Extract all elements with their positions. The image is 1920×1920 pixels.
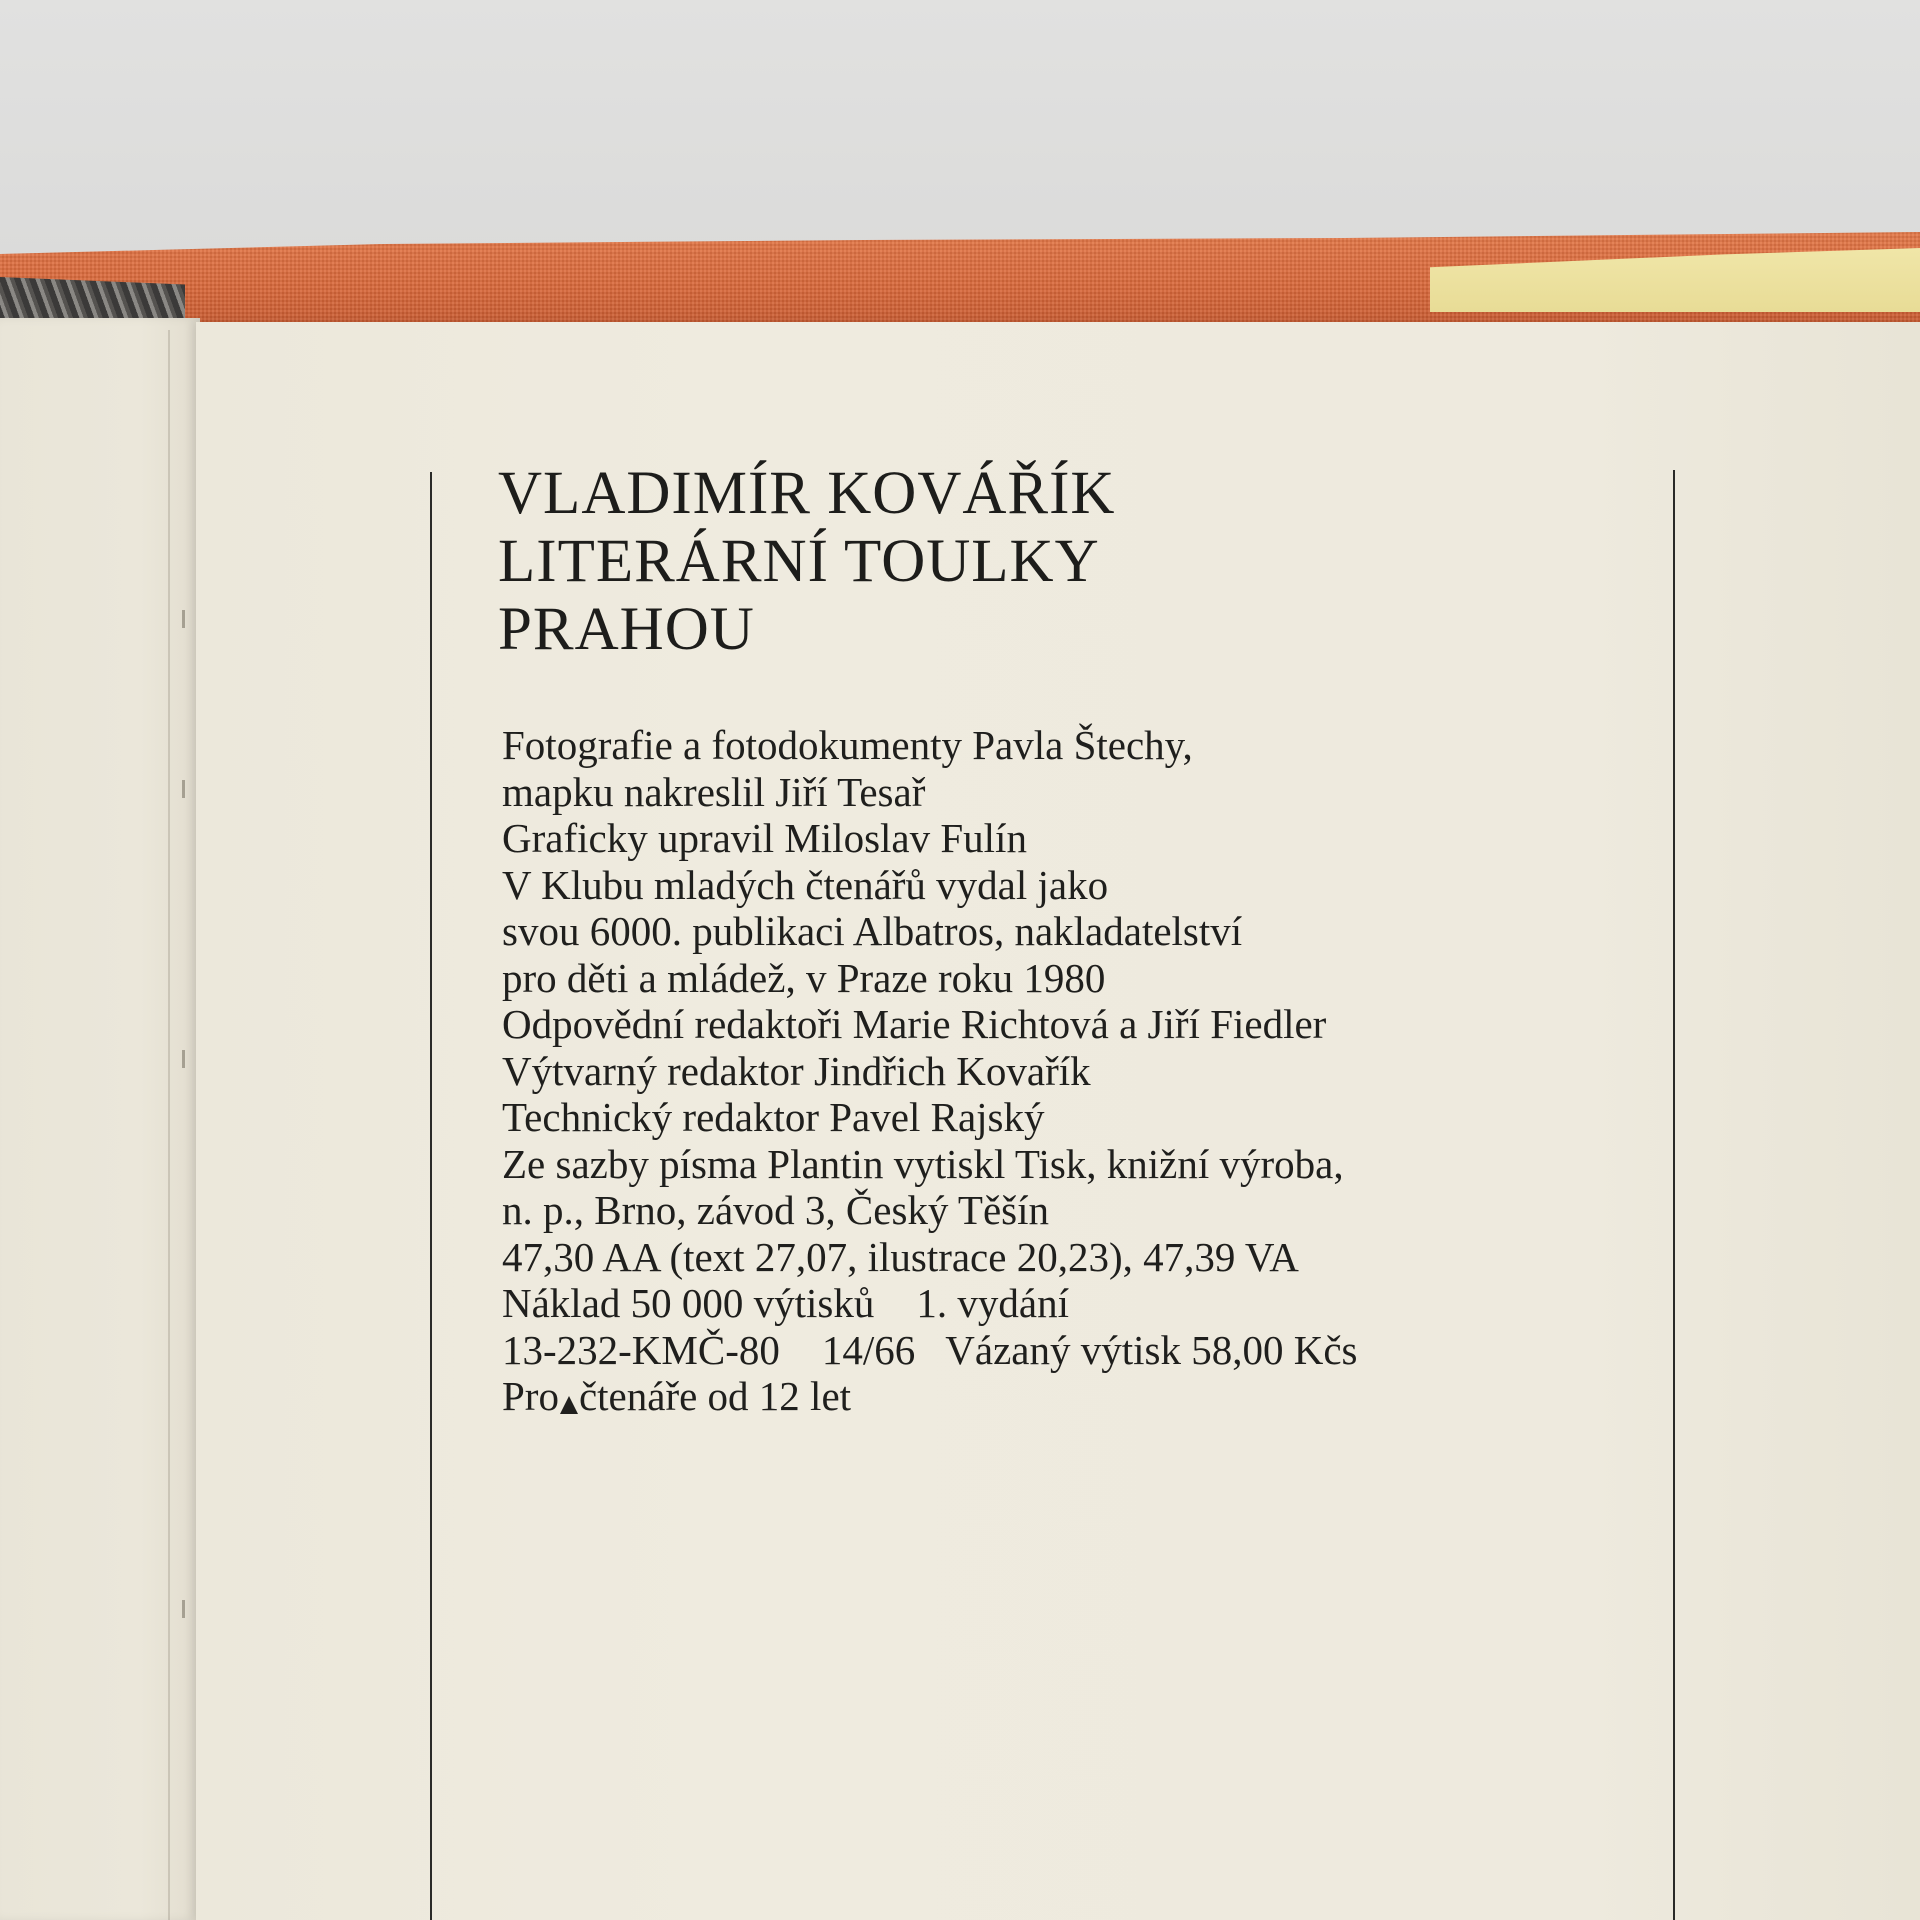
binding-stitch — [182, 610, 185, 628]
price: Vázaný výtisk 58,00 Kčs — [945, 1326, 1358, 1373]
colophon-line: Fotografie a fotodokumenty Pavla Štechy, — [502, 722, 1193, 768]
audience-text: čtenáře od 12 let — [578, 1373, 852, 1419]
print-run: Náklad 50 000 výtisků — [502, 1280, 875, 1326]
colophon-line: Výtvarný redaktor Jindřich Kovařík — [502, 1047, 1091, 1094]
print-run-line — [502, 1280, 1662, 1327]
endpaper-left-page — [0, 318, 200, 1920]
edition: 1. vydání — [916, 1280, 1069, 1326]
colophon-line: V Klubu mladých čtenářů vydal jako — [502, 861, 1109, 908]
book-title-line-1: LITERÁRNÍ TOULKY — [498, 528, 1100, 595]
publication-code: 13-232-KMČ-80 — [502, 1326, 780, 1373]
catalog-number: 14/66 — [821, 1326, 916, 1373]
right-vertical-rule — [1673, 470, 1675, 1920]
colophon-line: Ze sazby písma Plantin vytiskl Tisk, knižní výroba, — [502, 1140, 1344, 1187]
colophon-line: pro děti a mládež, v Praze roku 1980 — [502, 954, 1106, 1001]
colophon-line: svou 6000. publikaci Albatros, nakladatelství — [502, 908, 1243, 954]
colophon-line: mapku nakreslil Jiří Tesař — [502, 768, 926, 815]
page-gutter — [168, 330, 170, 1920]
colophon-text — [502, 722, 1662, 1420]
book-title-line-2: PRAHOU — [498, 596, 755, 663]
author-name: VLADIMÍR KOVÁŘÍK — [498, 460, 1116, 527]
binding-stitch — [182, 780, 185, 798]
binding-stitch — [182, 1050, 185, 1068]
audience-line — [502, 1373, 1662, 1420]
colophon-line: Technický redaktor Pavel Rajský — [502, 1094, 1045, 1140]
book-title-block — [498, 460, 1648, 664]
colophon-line: Graficky upravil Miloslav Fulín — [502, 815, 1027, 861]
colophon-line: 47,30 AA (text 27,07, ilustrace 20,23), 47,39 VA — [502, 1233, 1299, 1280]
triangle-mark-icon — [560, 1396, 578, 1414]
colophon-line: Odpovědní redaktoři Marie Richtová a Jiří Fiedler — [502, 1001, 1327, 1047]
binding-stitch — [182, 1600, 185, 1618]
code-price-line — [502, 1327, 1662, 1374]
colophon-line: n. p., Brno, závod 3, Český Těšín — [502, 1187, 1049, 1233]
left-vertical-rule — [430, 472, 432, 1920]
audience-prefix: Pro — [502, 1373, 559, 1419]
